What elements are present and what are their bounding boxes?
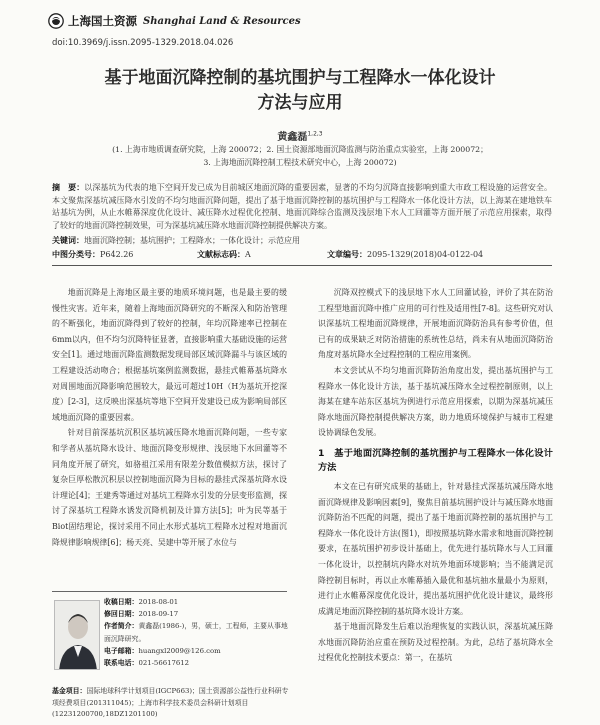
author-name: 黄鑫磊 — [277, 132, 308, 143]
journal-name-en: Shanghai Land & Resources — [143, 15, 301, 27]
clc-value: P642.26 — [100, 250, 134, 259]
revised-label: 修回日期： — [104, 610, 139, 619]
author-affiliation-marks: 1,2,3 — [307, 130, 323, 138]
bio-text: 黄鑫磊(1986-)，男，硕士，工程师，主要从事地面沉降研究。 — [104, 622, 288, 643]
author-photo — [54, 600, 100, 670]
email-value[interactable]: huangxl2009@126.com — [138, 646, 221, 655]
body-paragraph: 沉降双控模式下的浅层地下水人工回灌试验，评价了其在防治工程型地面沉降中推广应用的可行性及适用性[7-8]。这些研究对认识深基坑工程地面沉降规律，开展地面沉降防治具有参考价值，但已有的成果缺乏对防治措施的系统性总结，尚未有从地面沉降防治角度对基坑降水全过程控制的工程应用案例。 — [318, 288, 553, 360]
received-label: 收稿日期： — [104, 598, 139, 606]
clc-number — [52, 249, 197, 260]
keywords-label: 关键词： — [52, 236, 84, 245]
doi[interactable]: doi:10.3969/j.issn.2095-1329.2018.04.026 — [52, 38, 234, 48]
journal-logo-icon — [48, 13, 64, 29]
body-column-left — [52, 285, 287, 550]
doc-code-value: A — [245, 250, 251, 259]
keywords-text: 地面沉降控制；基坑围护；工程降水；一体化设计；示范应用 — [84, 236, 300, 245]
document-code — [197, 249, 327, 260]
body-paragraph: 地面沉降是上海地区最主要的地质环境问题，也是最主要的缓慢性灾害。近年来，随着上海地面沉降研究的不断深入和防治管理的不断强化，地面沉降得到了较好的控制，年均沉降速率已控制在6mm以内，但不均匀沉降特征显著，直接影响重大基础设施的运营安全[1]。通过地面沉降监测数据发现局部区域沉降漏斗与该区域的工程建设活动吻合；根据基坑案例监测数据，悬挂式帷幕基坑降水对周围地面沉降影响范围较大，最远可超过10H（H为基坑开挖深度）[2-3]，这反映出深基坑等地下空间开发建设已成为影响局部区域地面沉降的重要因素。 — [52, 288, 287, 422]
title-line-2: 方法与应用 — [257, 93, 343, 113]
classification-line — [52, 249, 552, 260]
abstract — [52, 182, 552, 232]
abstract-text: 以深基坑为代表的地下空间开发已成为目前城区地面沉降的重要因素，显著的不均匀沉降直接影响到重大市政工程设施的运营安全。本文聚焦深基坑减压降水引发的不均匀地面沉降问题，提出了基于地面沉降控制的基坑围护与工程降水一体化设计方法，以上海某在建地铁车站基坑为例，从止水帷幕深度优化设计、减压降水过程优化控制、地面沉降综合监测及浅层地下水人工回灌等方面开展了示范应用探索，取得了较好的地面沉降控制效果，可为深基坑减压降水地面沉降控制提供解决方案。 — [52, 183, 552, 230]
email-label: 电子邮箱： — [104, 646, 139, 655]
section-heading-1: 1 基于地面沉降控制的基坑围护与工程降水一体化设计方法 — [318, 447, 553, 473]
article-number-label: 文章编号： — [327, 250, 367, 259]
affiliation-line-2: 3. 上海地面沉降控制工程技术研究中心，上海 200072) — [203, 158, 397, 167]
author-portrait-icon — [55, 601, 100, 670]
body-paragraph: 本文在已有研究成果的基础上，针对悬挂式深基坑减压降水地面沉降规律及影响因素[9]，聚焦目前基坑围护设计与减压降水地面沉降防治不匹配的问题，提出了基于地面沉降控制的基坑围护与工程降水一体化设计方法(图1)，即按照基坑降水需求和地面沉降控制要求，在基坑围护初步设计基础上，优先进行基坑降水与人工回灌一体化设计，以控制坑内降水对坑外地面环境影响；当不能满足沉降控制目标时，再以止水帷幕插入最优和基坑抽水量最小为原则，进行止水帷幕深度优化设计，提出基坑围护优化设计建议，最终形成满足地面沉降控制的基坑降水设计方案。 — [318, 481, 553, 616]
author-email — [104, 645, 290, 657]
body-column-right — [318, 285, 553, 666]
footnote-divider — [52, 591, 287, 592]
author-footnote — [104, 596, 290, 669]
affiliation-line-1: (1. 上海市地质调查研究院，上海 200072；2. 国土资源部地面沉降监测与防治重点实验室，上海 200072； — [112, 145, 488, 154]
body-paragraph: 针对目前深基坑沉积区基坑减压降水地面沉降问题，一些专家和学者从基坑降水设计、地面沉降变形规律、浅层地下水回灌等不同角度开展了研究，如骆祖江采用有限差分数值模拟方法，探讨了复杂巨厚松散沉积层以控制地面沉降为目标的悬挂式深基坑降水设计理论[4]；王建秀等通过对基坑工程降水引发的分层变形监测，探讨了深基坑工程降水诱发沉降机制及计算方法[5]；叶为民等基于Biot固结理论，探讨采用不同止水形式基坑工程降水过程对地面沉降规律影响规律[6]；杨天亮、吴建中等开展了水位与 — [52, 428, 287, 547]
clc-label: 中图分类号： — [52, 250, 100, 259]
journal-header — [48, 12, 568, 30]
paper-title — [40, 66, 560, 116]
abstract-label: 摘 要： — [52, 183, 85, 192]
author-bio — [104, 620, 290, 644]
title-line-1: 基于地面沉降控制的基坑围护与工程降水一体化设计 — [104, 68, 496, 88]
phone-label: 联系电话： — [104, 659, 139, 668]
phone-value: 021-56617612 — [138, 659, 190, 668]
author — [0, 128, 600, 143]
journal-name-cn: 上海国土资源 — [68, 14, 137, 28]
revised-date — [104, 608, 290, 620]
received-value: 2018-08-01 — [138, 598, 179, 606]
body-paragraph: 本文尝试从不均匀地面沉降防治角度出发，提出基坑围护与工程降水一体化设计方法，基于基坑减压降水全过程控制原则，以上海某在建车站东区基坑为例进行示范应用探索，以期为深基坑减压降水地面沉降控制提供解决方案，助力地质环境保护与城市工程建设协调绿色发展。 — [318, 365, 553, 438]
article-number — [327, 249, 483, 260]
funding — [52, 686, 292, 721]
doc-code-label: 文献标志码： — [197, 250, 245, 259]
article-number-value: 2095-1329(2018)04-0122-04 — [367, 250, 484, 259]
body-paragraph: 基于地面沉降发生后难以治理恢复的实践认识，深基坑减压降水地面沉降防治应重在预防及过程控制。为此，总结了基坑降水全过程优化控制技术要点：第一，在基坑 — [318, 622, 553, 663]
revised-value: 2018-09-17 — [138, 610, 179, 619]
affiliations — [60, 143, 540, 169]
fund-text: 国际地球科学计划项目(IGCP663)；国土资源部公益性行业科研专项经费项目(201311045)；上海市科学技术委员会科研计划项目(12231200700,18DZ1201100) — [52, 687, 289, 718]
fund-label: 基金项目： — [52, 687, 87, 695]
author-phone — [104, 657, 290, 669]
bio-label: 作者简介： — [104, 622, 139, 631]
received-date — [104, 596, 290, 608]
keywords — [52, 235, 552, 246]
header-divider — [52, 265, 552, 266]
